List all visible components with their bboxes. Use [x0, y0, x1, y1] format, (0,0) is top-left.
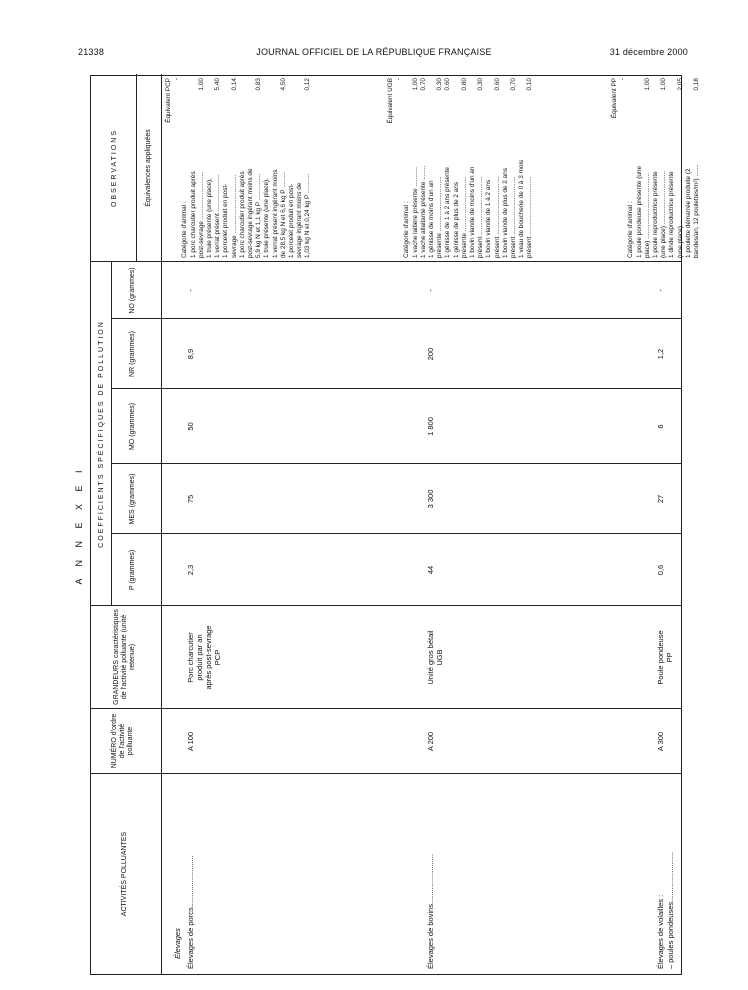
obs-item-line	[494, 78, 502, 258]
obs-item-line	[190, 78, 198, 258]
obs-item-value: 5,40	[214, 78, 222, 91]
row-mes: 27	[656, 494, 665, 504]
grandeur-line: après post-sevrage	[204, 625, 213, 690]
obs-item-text: présent .................................	[526, 176, 534, 258]
obs-item-text: 1 vache allaitante présente ........	[419, 165, 427, 258]
obs-item	[190, 78, 206, 258]
obs-item-value: 0,70	[419, 78, 427, 91]
obs-item-line	[526, 78, 534, 258]
obs-unit-value: -	[173, 78, 181, 81]
obs-item-line	[412, 78, 420, 258]
page-number: 21338	[78, 47, 105, 57]
obs-item-line	[288, 78, 296, 258]
header-grandeurs: GRANDEURS caractéristiques de l'activité polluante (unité retenue)	[113, 609, 136, 705]
grandeur-line: PP	[665, 652, 674, 663]
obs-item-value: 0,12	[304, 78, 312, 91]
obs-item-value: 0,83	[255, 78, 263, 91]
col-border	[111, 318, 681, 319]
obs-item-line	[428, 78, 436, 258]
rotated-annexe-table	[74, 75, 701, 975]
row-mo: 50	[186, 422, 195, 431]
obs-item	[420, 78, 428, 258]
obs-item-text: 1 génisse de 1 à 2 ans présente	[444, 167, 452, 258]
obs-items	[190, 78, 313, 258]
obs-item-text: bandes/an, 12 poulettes/m²) .......	[693, 164, 701, 258]
header-equivalences: Équivalences appliquées	[145, 129, 152, 207]
row-grandeur	[426, 606, 444, 709]
obs-item-value: 0,10	[526, 78, 534, 91]
obs-item-text: 1,03 kg N et 0,24 kg P ...........	[304, 173, 312, 258]
row-grandeur	[186, 606, 222, 709]
obs-item-value: 4,50	[279, 78, 287, 91]
grandeur-line: Porc charcutier	[186, 632, 195, 683]
obs-item-text: sevrage .................................	[230, 174, 238, 258]
header-mo: MO (grammes)	[129, 402, 136, 451]
coefficients-subheader-border	[111, 262, 112, 606]
row-observations	[611, 78, 701, 258]
obs-item-line	[652, 78, 660, 258]
obs-item-value: 0,30	[477, 78, 485, 91]
obs-item-text: 5,9 kg N et 1,1 kg P ...............	[255, 173, 263, 258]
obs-item-text: 1 truie présente (une place),	[206, 178, 214, 258]
grandeur-line: produit par an	[195, 634, 204, 681]
obs-item	[502, 78, 518, 258]
row-nr: 8,9	[186, 348, 195, 360]
obs-item-text: post-sevrage ...........................	[197, 171, 205, 258]
obs-item-text: (une place) ..............................	[660, 170, 668, 258]
obs-item	[428, 78, 444, 258]
row-nr: 1,2	[656, 348, 665, 360]
obs-item	[412, 78, 420, 258]
row-mo: 1 800	[426, 417, 435, 436]
obs-item-line	[502, 78, 510, 258]
obs-item-value: 0,80	[460, 78, 468, 91]
obs-item	[469, 78, 485, 258]
row-no: -	[426, 289, 435, 292]
row-p: 2,3	[186, 564, 195, 576]
publication-date: 31 décembre 2000	[609, 47, 688, 57]
obs-item-line	[461, 78, 469, 258]
obs-item-line	[255, 78, 263, 258]
obs-item-line	[485, 78, 493, 258]
obs-item-text: 1 bovin viande de 1 à 2 ans	[485, 179, 493, 258]
row-activite	[186, 779, 195, 969]
obs-item-line	[636, 78, 644, 258]
grandeur-line: UGB	[435, 649, 444, 666]
obs-unit-value: -	[619, 78, 627, 81]
pollution-coefficients-table	[90, 75, 701, 975]
obs-item-text: 1 porcelet produit en post-	[288, 183, 296, 258]
obs-item-text: 1 poule pondeuse présente (une	[635, 165, 643, 258]
obs-item-text: 1 porc charcutier produit après	[238, 171, 246, 258]
obs-item	[453, 78, 469, 258]
row-no: -	[186, 289, 195, 292]
obs-item-value: 0,18	[693, 78, 701, 91]
obs-item-value: 0,70	[510, 78, 518, 91]
obs-item	[222, 78, 238, 258]
activite-label: Élevages de volailles :	[656, 894, 665, 969]
obs-item-value: 0,30	[436, 78, 444, 91]
header-bottom-border	[161, 74, 162, 974]
obs-item-line	[644, 78, 652, 258]
row-mo: 6	[656, 424, 665, 429]
grandeur-line: Unité gros bétail	[426, 630, 435, 685]
header-activites: ACTIVITÉS POLLUANTES	[121, 831, 128, 917]
obs-item-line	[668, 78, 676, 258]
obs-item-line	[477, 78, 485, 258]
obs-item-line	[685, 78, 693, 258]
obs-item-text: 1 bovin viande de plus de 2 ans	[501, 168, 509, 258]
header-numero: NUMÉRO d'ordre de l'activité polluante	[111, 713, 134, 769]
grandeur-line: PCP	[213, 649, 222, 666]
row-observations	[387, 78, 535, 258]
obs-category: Catégorie d'animal :	[403, 201, 411, 258]
row-numero: A 300	[656, 731, 665, 752]
obs-item-text: présent .................................	[493, 176, 501, 258]
obs-item-line	[231, 78, 239, 258]
obs-item-text: 1 truie présente (une place),	[263, 178, 271, 258]
obs-unit: Équivalent PCP	[165, 78, 172, 123]
obs-item-value: 1,00	[411, 78, 419, 91]
header-mes: MES (grammes)	[129, 473, 136, 525]
obs-item-line	[693, 78, 701, 258]
activite-dots: .........................	[186, 855, 195, 908]
obs-item-text: présent .................................	[477, 176, 485, 258]
obs-item-text: sevrage ingérant moins de	[296, 182, 304, 258]
activite-label: Élevages de bovins	[426, 903, 435, 969]
header-observations: OBSERVATIONS	[111, 128, 118, 208]
obs-unit: Équivalent PP	[611, 78, 618, 119]
obs-item-text: présente ...............................	[460, 176, 468, 258]
row-activite-sub	[666, 779, 675, 969]
obs-item-text: 1 poule reproductrice présente	[652, 171, 660, 258]
annexe-title: A N N E X E I	[74, 465, 84, 585]
obs-item-line	[296, 78, 304, 258]
col-border	[91, 773, 681, 774]
obs-item-line	[518, 78, 526, 258]
row-observations	[165, 78, 313, 258]
obs-item-value: 0,60	[493, 78, 501, 91]
obs-item-line	[469, 78, 477, 258]
obs-items	[636, 78, 702, 258]
obs-item-value: 1,00	[660, 78, 668, 91]
row-numero: A 100	[186, 731, 195, 752]
header-nr: NR (grammes)	[129, 331, 136, 377]
obs-items	[412, 78, 535, 258]
row-activite	[656, 779, 665, 969]
obs-item-text: de 28,5 kg N et 6,6 kg P .........	[279, 171, 287, 258]
obs-item-line	[263, 78, 271, 258]
section-label: Élevages	[173, 928, 182, 959]
obs-item	[518, 78, 534, 258]
obs-item-line	[206, 78, 214, 258]
obs-item-text: présent .................................	[510, 176, 518, 258]
obs-item-line	[222, 78, 230, 258]
col-border	[91, 261, 681, 262]
activite-label: Élevages de porcs	[186, 907, 195, 969]
activite-dots: ........................	[666, 851, 675, 902]
row-nr: 200	[426, 347, 435, 361]
row-p: 0,6	[656, 564, 665, 576]
obs-item-line	[510, 78, 518, 258]
obs-item-line	[453, 78, 461, 258]
obs-item-line	[444, 78, 452, 258]
col-border	[111, 463, 681, 464]
obs-item-text: 1 poulette démarrée produite (2	[684, 168, 692, 258]
header-no: NO (grammes)	[129, 267, 136, 314]
obs-item	[263, 78, 288, 258]
obs-item-text: post-sevrage ingérant moins de	[247, 168, 255, 258]
obs-item-line	[239, 78, 247, 258]
obs-item-text: (une place) ..............................	[676, 170, 684, 258]
obs-item-line	[436, 78, 444, 258]
obs-item-line	[272, 78, 280, 258]
obs-item-line	[280, 78, 288, 258]
journal-title: JOURNAL OFFICIEL DE LA RÉPUBLIQUE FRANÇAISE	[256, 47, 492, 57]
obs-item-text: 1 bovin viande de moins d'un an	[469, 166, 477, 258]
obs-unit: Équivalent UGB	[387, 78, 394, 124]
obs-item-line	[198, 78, 206, 258]
row-p: 44	[426, 565, 435, 575]
obs-item	[288, 78, 313, 258]
row-grandeur	[656, 606, 674, 709]
obs-item	[239, 78, 264, 258]
obs-item-line	[677, 78, 685, 258]
grandeur-line: Poule pondeuse	[656, 630, 665, 685]
obs-item-text: 1 génisse de moins d'un an	[428, 180, 436, 258]
row-activite	[426, 779, 435, 969]
obs-item	[636, 78, 652, 258]
obs-item	[652, 78, 668, 258]
obs-item-line	[304, 78, 312, 258]
obs-item-line	[247, 78, 255, 258]
obs-item-value: 2,05	[676, 78, 684, 91]
obs-item-value: 0,60	[444, 78, 452, 91]
activite-sub-label: – poules pondeuses	[666, 901, 675, 969]
obs-item-text: 1 porc charcutier produit après	[189, 171, 197, 258]
observations-subheader-border	[136, 74, 137, 262]
obs-item-text: 1 vache laitière présente ...........	[411, 167, 419, 258]
obs-item-text: 1 porcelet produit en post-	[222, 183, 230, 258]
header-p: P (grammes)	[129, 549, 136, 591]
obs-item-text: 1 génisse de plus de 2 ans	[452, 181, 460, 258]
obs-item	[444, 78, 452, 258]
col-border	[91, 605, 681, 606]
obs-item-line	[420, 78, 428, 258]
obs-item	[668, 78, 684, 258]
activite-dots: ........................	[426, 853, 435, 904]
obs-item-text: 1 veau de boucherie de 0 à 3 mois	[518, 159, 526, 258]
obs-item	[685, 78, 701, 258]
row-mes: 3 300	[426, 489, 435, 509]
obs-item	[485, 78, 501, 258]
obs-category: Catégorie d'animal :	[181, 201, 189, 258]
obs-item-text: 1 dinde reproductrice présente	[668, 171, 676, 258]
obs-item-line	[660, 78, 668, 258]
row-no: -	[656, 289, 665, 292]
col-border	[91, 708, 681, 709]
obs-item-value: 1,00	[643, 78, 651, 91]
obs-item-text: 1 verrat présent ingérant moins	[271, 169, 279, 258]
row-mes: 75	[186, 494, 195, 504]
obs-item-text: présente ...............................	[436, 176, 444, 258]
obs-item-value: 1,00	[197, 78, 205, 91]
obs-item-value: 0,14	[230, 78, 238, 91]
obs-item	[206, 78, 222, 258]
col-border	[111, 388, 681, 389]
obs-unit-value: -	[395, 78, 403, 81]
obs-item-line	[214, 78, 222, 258]
obs-category: Catégorie d'animal :	[627, 201, 635, 258]
col-border	[111, 533, 681, 534]
header-coefficients: COEFFICIENTS SPÉCIFIQUES DE POLLUTION	[98, 320, 105, 548]
obs-item-text: place) .....................................	[643, 173, 651, 258]
obs-item-text: 1 verrat présent .....................	[214, 174, 222, 258]
row-numero: A 200	[426, 731, 435, 752]
